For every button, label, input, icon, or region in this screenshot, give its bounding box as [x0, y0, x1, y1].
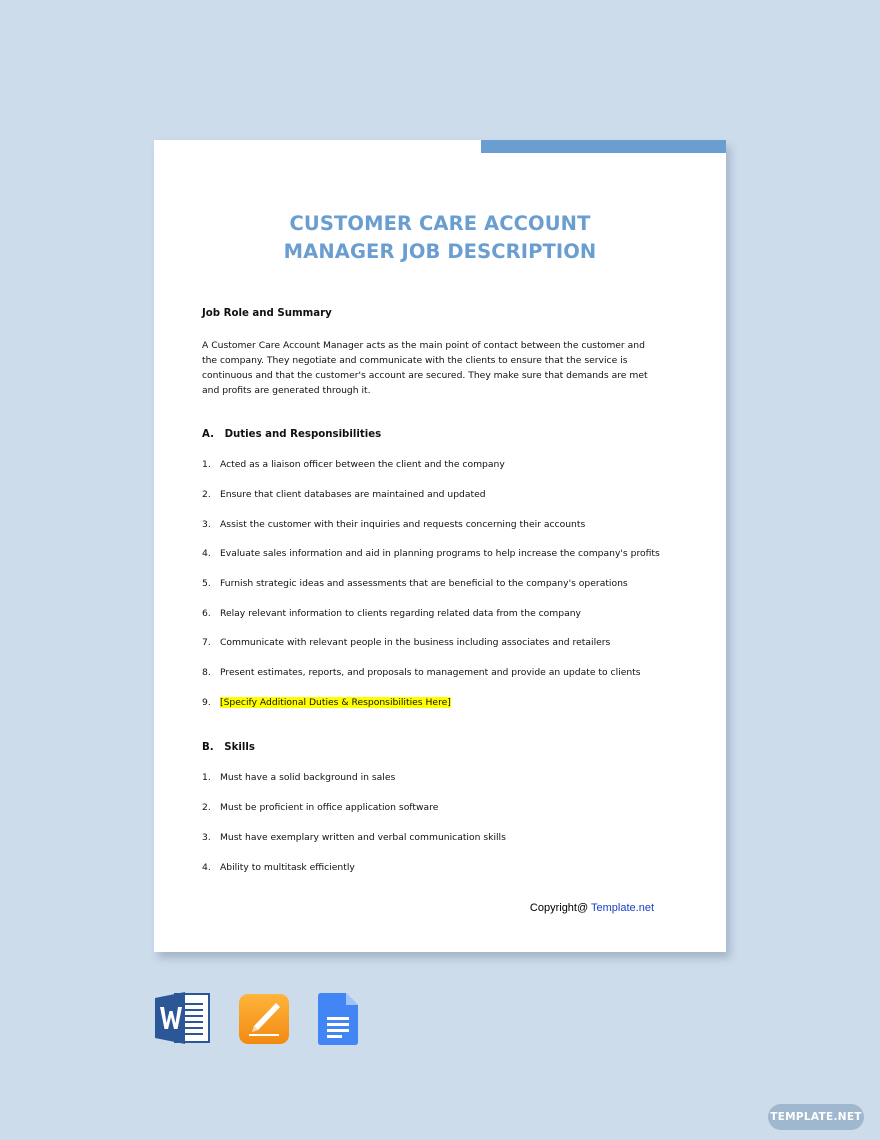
skills-heading: B. Skills: [202, 742, 255, 753]
duty-item-6: [202, 608, 581, 619]
duty-item-9: [202, 697, 451, 708]
duty-text: Acted as a liaison officer between the client and the company: [220, 459, 505, 470]
document-title: [154, 210, 726, 266]
duty-number: 1.: [202, 459, 211, 470]
template-link[interactable]: Template.net: [591, 902, 654, 914]
template-net-badge[interactable]: TEMPLATE.NET: [768, 1104, 864, 1130]
title-line-2: MANAGER JOB DESCRIPTION: [283, 240, 597, 263]
duty-item-1: [202, 459, 505, 470]
duty-text: Ensure that client databases are maintained and updated: [220, 489, 486, 500]
google-docs-icon[interactable]: [318, 993, 358, 1050]
duty-item-5: [202, 578, 628, 589]
skill-text: Must have exemplary written and verbal communication skills: [220, 832, 506, 843]
skill-item-1: [202, 772, 395, 783]
duty-item-2: [202, 489, 486, 500]
duty-text: Communicate with relevant people in the business including associates and retailers: [220, 637, 611, 648]
duty-number: 7.: [202, 637, 211, 648]
copyright-prefix: Copyright@: [529, 902, 592, 914]
duty-number: 4.: [202, 548, 211, 559]
duty-number: 5.: [202, 578, 211, 589]
skill-item-3: [202, 832, 506, 843]
duty-text: Evaluate sales information and aid in planning programs to help increase the company's profits: [220, 548, 660, 559]
document-page: [154, 140, 726, 952]
skill-number: 4.: [202, 862, 211, 873]
duty-text: Furnish strategic ideas and assessments that are beneficial to the company's operations: [220, 578, 628, 589]
skill-text: Ability to multitask efficiently: [220, 862, 355, 873]
skill-item-4: [202, 862, 355, 873]
placeholder-highlight: [Specify Additional Duties & Responsibilities Here]: [220, 697, 451, 708]
skill-number: 1.: [202, 772, 211, 783]
duty-item-7: [202, 637, 610, 648]
duty-text: Relay relevant information to clients regarding related data from the company: [220, 608, 581, 619]
word-icon[interactable]: [155, 992, 211, 1049]
duty-item-4: [202, 548, 660, 559]
duties-heading: A. Duties and Responsibilities: [202, 429, 382, 440]
job-role-summary: A Customer Care Account Manager acts as the main point of contact between the customer and the company. They negotiate and communicate with the clients to ensure that the service is continuous and that the customer's account are secured. They make sure that demands are met and profits are generated through it.: [202, 340, 648, 396]
skill-number: 3.: [202, 832, 211, 843]
duty-number: 6.: [202, 608, 211, 619]
duty-text: Present estimates, reports, and proposals to management and provide an update to clients: [220, 667, 641, 678]
copyright-line: [530, 902, 654, 914]
duty-text: Assist the customer with their inquiries and requests concerning their accounts: [220, 519, 586, 530]
duty-item-8: [202, 667, 641, 678]
duty-item-3: [202, 519, 585, 530]
duty-number: 2.: [202, 489, 211, 500]
skill-text: Must be proficient in office application software: [220, 802, 439, 813]
title-line-1: CUSTOMER CARE ACCOUNT: [289, 212, 591, 235]
skill-text: Must have a solid background in sales: [220, 772, 396, 783]
duty-number: 3.: [202, 519, 211, 530]
pages-icon[interactable]: [238, 993, 290, 1050]
skill-number: 2.: [202, 802, 211, 813]
accent-bar: [481, 140, 726, 153]
job-role-heading: Job Role and Summary: [202, 308, 332, 319]
skill-item-2: [202, 802, 438, 813]
duty-number: 8.: [202, 667, 211, 678]
duty-number: 9.: [202, 697, 211, 708]
